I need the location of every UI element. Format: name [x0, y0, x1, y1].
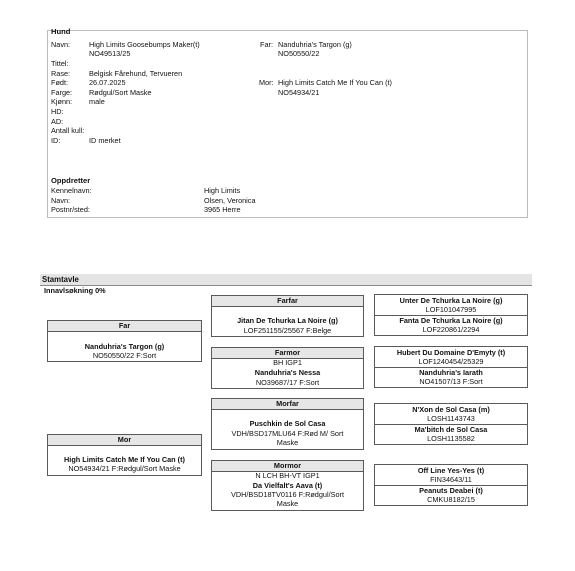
mormor-details-line2: Maske: [276, 499, 299, 508]
pedigree-title: Stamtavle: [42, 275, 79, 284]
mormor-title: N LCH BH-VT IGP1: [255, 471, 320, 480]
gen3-ancestor-name: Fanta De Tchurka La Noire (g): [399, 316, 503, 325]
sire-header: Far: [48, 321, 201, 332]
gen3-ancestor-reg: FIN34643/11: [430, 475, 472, 484]
sire-name: Nanduhria's Targon (g): [278, 40, 352, 49]
dog-color: Rødgul/Sort Maske: [89, 88, 152, 97]
dam-box-name: High Limits Catch Me If You Can (t): [64, 455, 185, 464]
breeder-name: Olsen, Veronica: [204, 196, 256, 205]
gen3-ancestor-name: Off Line Yes-Yes (t): [417, 466, 485, 475]
gen3-ancestor-name: N'Xon de Sol Casa (m): [412, 405, 490, 414]
gen3-ancestor-name: Unter De Tchurka La Noire (g): [399, 296, 503, 305]
pedigree-dam-box: [47, 434, 202, 476]
morfar-name: Puschkin de Sol Casa: [249, 419, 326, 428]
farmor-header: Farmor: [212, 348, 363, 359]
dog-sex: male: [89, 97, 105, 106]
gen3-ancestor-reg: LOF1240454/25329: [418, 357, 484, 366]
label-hd: HD:: [51, 107, 64, 116]
gen3-ancestor-reg: LOF101047995: [425, 305, 477, 314]
morfar-details-line2: Maske: [276, 438, 299, 447]
dam-name: High Limits Catch Me If You Can (t): [278, 78, 392, 87]
pedigree-header-bar: [40, 274, 532, 286]
sire-box-name: Nanduhria's Targon (g): [84, 342, 165, 351]
mormor-name: Da Vielfalt's Aava (t): [252, 481, 323, 490]
pedigree-gen3-pair-2: [374, 346, 528, 388]
farmor-title: BH IGP1: [273, 358, 302, 367]
farmor-name: Nanduhria's Nessa: [254, 368, 321, 377]
inbreeding-coefficient: Innavlsøkning 0%: [44, 286, 106, 295]
pedigree-gen3-pair-4: [374, 464, 528, 506]
pedigree-farfar-box: [211, 295, 364, 337]
farmor-details: NO39687/17 F:Sort: [255, 378, 320, 387]
morfar-details-line1: VDH/BSD17MLU64 F:Rød M/ Sort: [231, 429, 344, 438]
label-mor: Mor:: [259, 78, 274, 87]
gen3-ancestor-name: Ma'bitch de Sol Casa: [414, 425, 488, 434]
label-antall-kull: Antall kull:: [51, 126, 85, 135]
pedigree-gen3-pair-1: [374, 294, 528, 336]
label-navn: Navn:: [51, 40, 71, 49]
dog-birthdate: 26.07.2025: [89, 78, 126, 87]
dog-breed: Belgisk Fårehund, Tervueren: [89, 69, 183, 78]
label-ad: AD:: [51, 117, 64, 126]
mormor-header: Mormor: [212, 461, 363, 472]
pedigree-gen3-pair-3: [374, 403, 528, 445]
label-far: Far:: [260, 40, 273, 49]
label-kennelnavn: Kennelnavn:: [51, 186, 92, 195]
dam-header: Mor: [48, 435, 201, 446]
sire-reg-no: NO50550/22: [278, 49, 320, 58]
gen3-ancestor-reg: LOSH1135582: [427, 434, 475, 443]
dam-reg-no: NO54934/21: [278, 88, 320, 97]
label-tittel: Tittel:: [51, 59, 69, 68]
gen3-ancestor-name: Peanuts Deabei (t): [419, 486, 483, 495]
kennel-name: High Limits: [204, 186, 241, 195]
farfar-header: Farfar: [212, 296, 363, 307]
label-id: ID:: [51, 136, 61, 145]
gen3-ancestor-reg: LOSH1143743: [427, 414, 475, 423]
label-breeder-navn: Navn:: [51, 196, 71, 205]
mormor-details-line1: VDH/BSD18TV0116 F:Rødgul/Sort: [230, 490, 344, 499]
dog-name: High Limits Goosebumps Maker(t): [89, 40, 200, 49]
label-farge: Farge:: [51, 88, 73, 97]
dam-box-details: NO54934/21 F:Rødgul/Sort Maske: [68, 464, 181, 473]
label-kjonn: Kjønn:: [51, 97, 73, 106]
gen3-ancestor-name: Nanduhria's Iarath: [419, 368, 483, 377]
gen3-ancestor-reg: NO41507/13 F:Sort: [419, 377, 483, 386]
pedigree-farmor-box: [211, 347, 364, 389]
pedigree-morfar-box: [211, 398, 364, 450]
breeder-section-title: Oppdretter: [51, 176, 91, 185]
gen3-ancestor-reg: CMKU8182/15: [427, 495, 475, 504]
dog-reg-no: NO49513/25: [89, 49, 131, 58]
morfar-header: Morfar: [212, 399, 363, 410]
dog-info-panel: [47, 30, 528, 218]
label-fodt: Født:: [51, 78, 69, 87]
dog-id: ID merket: [89, 136, 121, 145]
gen3-ancestor-reg: LOF220861/2294: [422, 325, 480, 334]
label-postnr: Postnr/sted:: [51, 205, 90, 214]
farfar-name: Jitan De Tchurka La Noire (g): [237, 316, 338, 325]
hund-section-title: Hund: [51, 27, 71, 36]
farfar-details: LOF251155/25567 F:Belge: [243, 326, 332, 335]
pedigree-mormor-box: [211, 460, 364, 511]
label-rase: Rase:: [51, 69, 71, 78]
breeder-postal: 3965 Herre: [204, 205, 241, 214]
sire-box-details: NO50550/22 F:Sort: [92, 351, 157, 360]
gen3-ancestor-name: Hubert Du Domaine D'Emyty (t): [396, 348, 506, 357]
pedigree-sire-box: [47, 320, 202, 362]
